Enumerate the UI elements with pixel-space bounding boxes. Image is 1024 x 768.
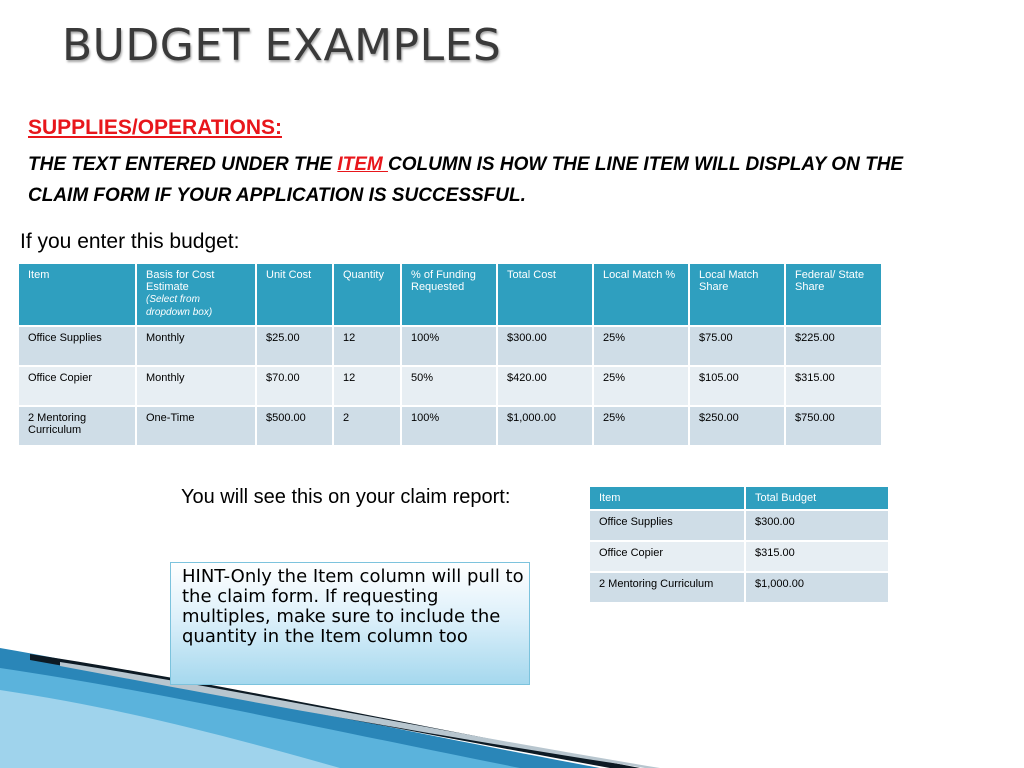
table-row [18, 366, 882, 406]
budget-intro-text: If you enter this budget: [20, 230, 240, 253]
instruction-part-1: THE TEXT ENTERED UNDER THE [28, 154, 338, 175]
cell-unit-cost: $25.00 [256, 326, 333, 366]
table-row [589, 510, 889, 541]
cell-federal-state-share: $315.00 [785, 366, 882, 406]
table-row [589, 572, 889, 603]
cell-local-match-share: $250.00 [689, 406, 785, 446]
cell-item: 2 Mentoring Curriculum [18, 406, 136, 446]
cell-local-match-percent: 25% [593, 406, 689, 446]
page-title: BUDGET EXAMPLES [62, 20, 502, 71]
claim-header-item: Item [589, 486, 745, 510]
header-basis-label: Basis for Cost Estimate [146, 269, 215, 293]
cell-federal-state-share: $750.00 [785, 406, 882, 446]
claim-header-row [589, 486, 889, 510]
claim-header-total-budget: Total Budget [745, 486, 889, 510]
claim-cell-total: $315.00 [745, 541, 889, 572]
cell-basis: Monthly [136, 366, 256, 406]
header-funding-percent: % of Funding Requested [401, 263, 497, 326]
budget-table [17, 262, 883, 447]
cell-funding-percent: 50% [401, 366, 497, 406]
cell-funding-percent: 100% [401, 406, 497, 446]
header-total-cost: Total Cost [497, 263, 593, 326]
claim-cell-total: $1,000.00 [745, 572, 889, 603]
cell-total-cost: $420.00 [497, 366, 593, 406]
cell-federal-state-share: $225.00 [785, 326, 882, 366]
claim-report-table [588, 485, 890, 604]
cell-basis: Monthly [136, 326, 256, 366]
header-basis [136, 263, 256, 326]
cell-item: Office Copier [18, 366, 136, 406]
claim-cell-item: Office Supplies [589, 510, 745, 541]
header-federal-state-share: Federal/ State Share [785, 263, 882, 326]
claim-intro-text: You will see this on your claim report: [181, 486, 511, 508]
budget-header-row [18, 263, 882, 326]
header-item: Item [18, 263, 136, 326]
cell-basis: One-Time [136, 406, 256, 446]
header-local-match-percent: Local Match % [593, 263, 689, 326]
table-row [589, 541, 889, 572]
cell-quantity: 12 [333, 326, 401, 366]
cell-local-match-percent: 25% [593, 326, 689, 366]
cell-quantity: 12 [333, 366, 401, 406]
cell-total-cost: $1,000.00 [497, 406, 593, 446]
section-heading: SUPPLIES/OPERATIONS: [28, 116, 282, 139]
table-row [18, 406, 882, 446]
cell-total-cost: $300.00 [497, 326, 593, 366]
cell-local-match-percent: 25% [593, 366, 689, 406]
cell-local-match-share: $105.00 [689, 366, 785, 406]
table-row [18, 326, 882, 366]
header-unit-cost: Unit Cost [256, 263, 333, 326]
instruction-text [28, 149, 938, 211]
claim-cell-item: 2 Mentoring Curriculum [589, 572, 745, 603]
cell-funding-percent: 100% [401, 326, 497, 366]
cell-unit-cost: $70.00 [256, 366, 333, 406]
claim-cell-item: Office Copier [589, 541, 745, 572]
header-basis-note: (Select from dropdown box) [146, 294, 213, 318]
cell-local-match-share: $75.00 [689, 326, 785, 366]
claim-cell-total: $300.00 [745, 510, 889, 541]
header-local-match-share: Local Match Share [689, 263, 785, 326]
instruction-highlight-item: ITEM [337, 154, 388, 175]
header-quantity: Quantity [333, 263, 401, 326]
hint-box: HINT-Only the Item column will pull to the claim form. If requesting multiples, make sure to include the quantity in the Item column too [170, 562, 530, 685]
cell-item: Office Supplies [18, 326, 136, 366]
instruction-part-2: COLUMN IS HOW THE LINE ITEM WILL DISPLAY ON THE CLAIM FORM IF YOUR APPLICATION IS SUCCESSFUL. [28, 154, 904, 206]
cell-unit-cost: $500.00 [256, 406, 333, 446]
cell-quantity: 2 [333, 406, 401, 446]
